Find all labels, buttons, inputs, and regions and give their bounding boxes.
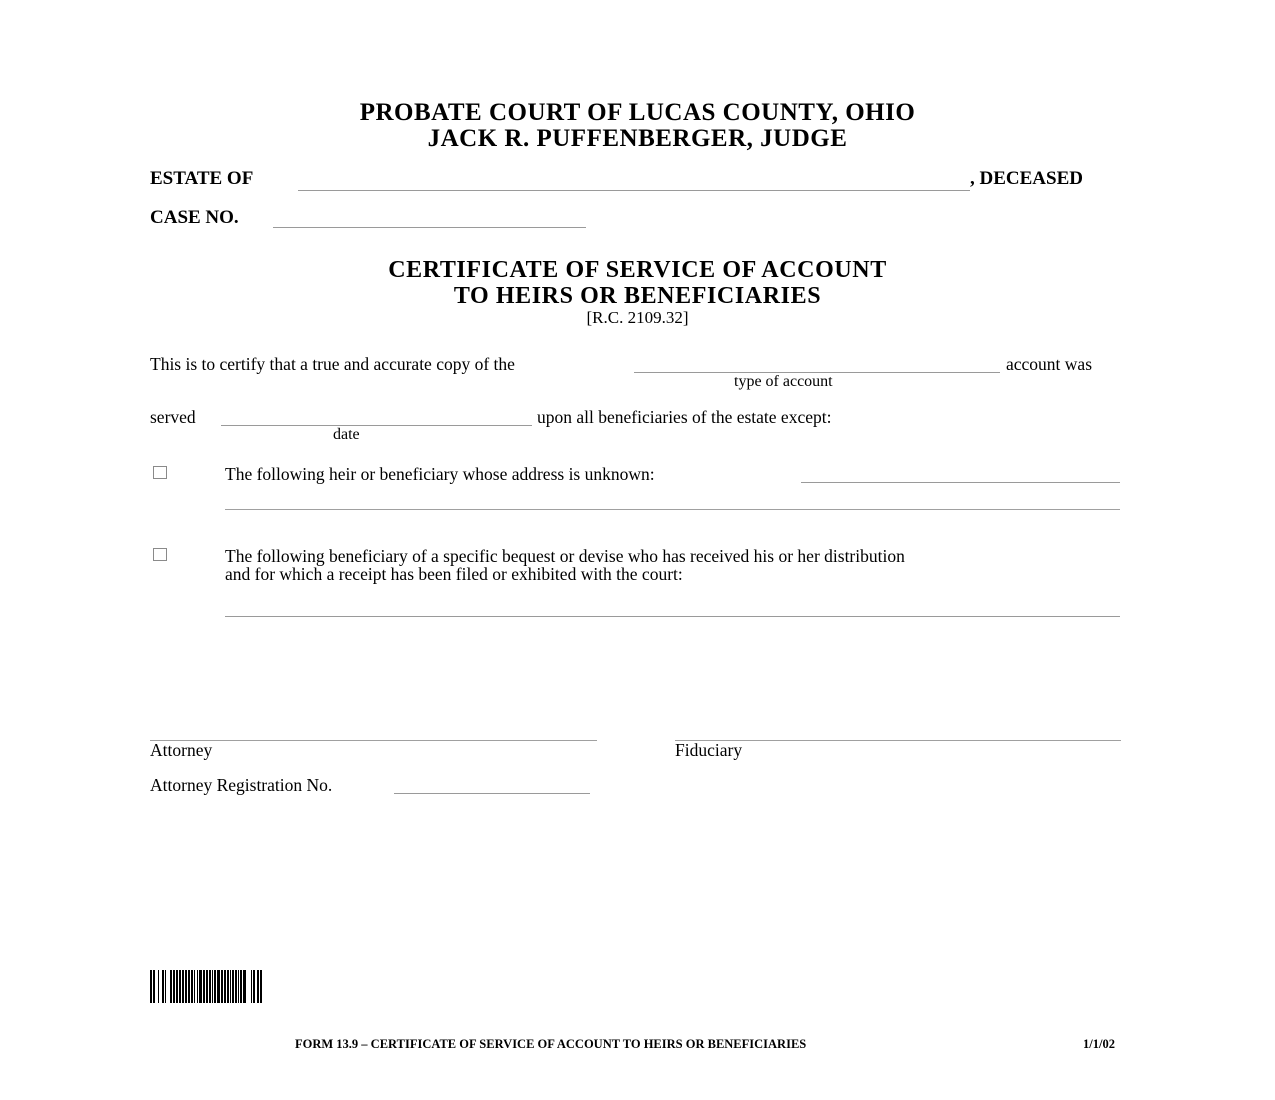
unknown-address-checkbox[interactable] — [153, 466, 167, 479]
estate-label: ESTATE OF — [150, 168, 254, 189]
unknown-address-text: The following heir or beneficiary whose address is unknown: — [225, 464, 655, 484]
form-barcode — [150, 970, 262, 1003]
date-caption: date — [333, 426, 360, 443]
attorney-signature-line[interactable] — [150, 740, 597, 741]
case-number-label: CASE NO. — [150, 207, 239, 228]
fiduciary-label: Fiduciary — [675, 740, 743, 760]
account-type-field[interactable] — [634, 354, 1000, 373]
specific-bequest-text-line1: The following beneficiary of a specific bequest or devise who has received his or her distribution — [225, 546, 905, 566]
estate-name-field[interactable] — [298, 170, 970, 191]
attorney-registration-label: Attorney Registration No. — [150, 775, 333, 795]
attorney-label: Attorney — [150, 740, 213, 760]
judge-name: JACK R. PUFFENBERGER, JUDGE — [427, 125, 848, 152]
specific-bequest-text-line2: and for which a receipt has been filed or exhibited with the court: — [225, 564, 683, 584]
specific-bequest-field[interactable] — [225, 598, 1120, 617]
served-upon-text: upon all beneficiaries of the estate except: — [537, 407, 832, 427]
barcode-bar — [260, 970, 262, 1003]
form-footer-name: FORM 13.9 – CERTIFICATE OF SERVICE OF ACCOUNT TO HEIRS OR BENEFICIARIES — [295, 1037, 807, 1051]
form-title-line1: CERTIFICATE OF SERVICE OF ACCOUNT — [388, 257, 887, 283]
form-revision-date: 1/1/02 — [1083, 1037, 1115, 1051]
certify-text: This is to certify that a true and accurate copy of the — [150, 354, 515, 374]
specific-bequest-checkbox[interactable] — [153, 548, 167, 561]
attorney-registration-field[interactable] — [394, 776, 590, 794]
unknown-address-field-line2[interactable] — [225, 509, 1120, 510]
case-number-field[interactable] — [273, 208, 586, 228]
served-label: served — [150, 407, 196, 427]
account-type-caption: type of account — [734, 373, 833, 390]
deceased-label: , DECEASED — [970, 168, 1083, 189]
account-was-text: account was — [1006, 354, 1093, 374]
form-title-line2: TO HEIRS OR BENEFICIARIES — [453, 283, 822, 309]
unknown-address-field[interactable] — [801, 464, 1120, 483]
statute-reference: [R.C. 2109.32] — [586, 308, 689, 327]
court-name: PROBATE COURT OF LUCAS COUNTY, OHIO — [359, 99, 916, 126]
service-date-field[interactable] — [221, 407, 532, 426]
